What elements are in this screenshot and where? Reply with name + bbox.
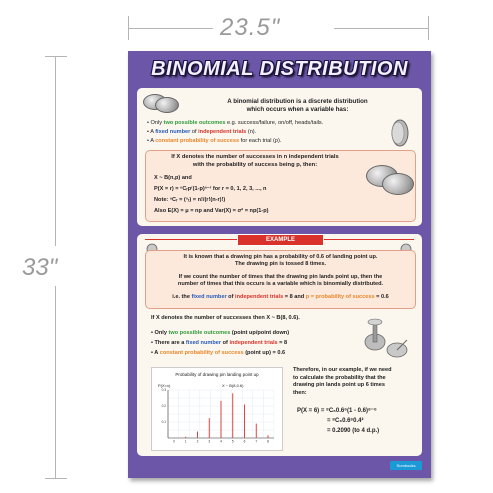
- poster: [128, 51, 431, 478]
- height-dimension: [0, 50, 70, 490]
- intro-bullet-3: • A constant probability of success for each trial (p).: [147, 138, 282, 144]
- chart-svg: [152, 368, 282, 450]
- chart-title: Probability of drawing pin landing point up: [175, 372, 259, 377]
- def-line-4: P(X = r) = ⁿCᵣpʳ(1-p)ⁿ⁻ʳ for r = 0, 1, 2, 3, ..., n: [154, 186, 267, 192]
- example-p2a: If we count the number of times that the drawing pin lands point up, then the: [178, 273, 383, 280]
- width-label: 23.5": [220, 14, 281, 41]
- drawing-pin-icon: [353, 312, 413, 362]
- x-tick-label: 8: [267, 439, 269, 444]
- height-label: 33": [22, 254, 58, 281]
- def-line-6: Also E(X) = μ = np and Var(X) = σ² = np(1-p): [154, 208, 269, 214]
- example-banner: EXAMPLE: [237, 234, 324, 246]
- example-p2b: number of times that this occurs is a variable which is binomially distributed.: [177, 281, 384, 288]
- x-tick-label: 2: [196, 439, 199, 444]
- definition-panel: [137, 88, 422, 226]
- example-bullet-3: • A constant probability of success (point up) = 0.6: [151, 350, 286, 356]
- def-line-5: Note: ⁿCᵣ = (ⁿᵣ) = n!/(r!(n-r)!): [154, 197, 226, 203]
- example-p4: If X denotes the number of successes then X ~ B(8, 0.6).: [151, 315, 300, 321]
- coin-icon: [382, 173, 414, 195]
- x-tick-label: 5: [231, 439, 234, 444]
- calc-line-3: = 0.2090 (to 4 d.p.): [327, 428, 380, 434]
- chart-series-label: X ~ B(8,0.6): [222, 383, 244, 388]
- poster-title: BINOMIAL DISTRIBUTION: [151, 58, 408, 80]
- calc-line-1: P(X = 6) = ⁸C₆0.6⁶(1 - 0.6)⁸⁻⁶: [297, 408, 377, 414]
- probability-chart: [151, 367, 283, 451]
- calc-line-2: = ⁸C₆0.6⁶0.4²: [327, 418, 364, 424]
- x-tick-label: 1: [184, 439, 187, 444]
- example-box: [145, 250, 416, 309]
- intro-bullet-2: • A fixed number of independent trials (n).: [147, 129, 257, 135]
- right-text-3: drawing pin lands point up 6 times: [293, 382, 385, 389]
- intro-bullet-1: • Only two possible outcomes e.g. success/failure, on/off, heads/tails.: [147, 120, 324, 126]
- example-panel: [137, 234, 422, 456]
- def-line-1: If X denotes the number of successes in n independent trials: [171, 154, 339, 160]
- y-tick-label: 0.2: [161, 404, 166, 409]
- y-tick-label: 0.1: [161, 420, 166, 425]
- x-tick-label: 4: [220, 439, 222, 444]
- intro-line-2: which occurs when a variable has:: [246, 106, 349, 113]
- right-text-1: Therefore, in our example, if we need: [293, 367, 392, 373]
- coin-icon: [385, 118, 415, 148]
- width-dimension: [128, 8, 428, 41]
- right-text-2: to calculate the probability that the: [293, 374, 386, 381]
- x-tick-label: 0: [173, 439, 175, 444]
- example-p1b: The drawing pin is tossed 8 times.: [234, 261, 327, 268]
- def-line-2: with the probability of success being p, then:: [192, 161, 318, 168]
- x-tick-label: 6: [243, 439, 246, 444]
- x-tick-label: 3: [208, 439, 211, 444]
- example-bullet-2: • There are a fixed number of independent trials = 8: [151, 340, 288, 346]
- formula-box: [145, 150, 416, 222]
- y-tick-label: 0.3: [161, 388, 166, 393]
- coin-icon: [155, 97, 179, 113]
- chart-ylabel: P(X=x): [158, 383, 171, 388]
- example-p3: i.e. the fixed number of independent trials = 8 and p = probability of success = 0.6: [172, 293, 389, 300]
- intro-line-1: A binomial distribution is a discrete distribution: [227, 98, 368, 105]
- def-line-3: X ~ B(n,p) and: [154, 175, 192, 181]
- x-tick-label: 7: [255, 439, 258, 444]
- example-p1a: It is known that a drawing pin has a probability of 0.6 of landing point up.: [183, 254, 378, 260]
- right-text-4: then:: [293, 389, 307, 396]
- example-bullet-1: • Only two possible outcomes (point up/point down): [151, 330, 290, 336]
- publisher-logo: Sumbooks: [390, 461, 422, 470]
